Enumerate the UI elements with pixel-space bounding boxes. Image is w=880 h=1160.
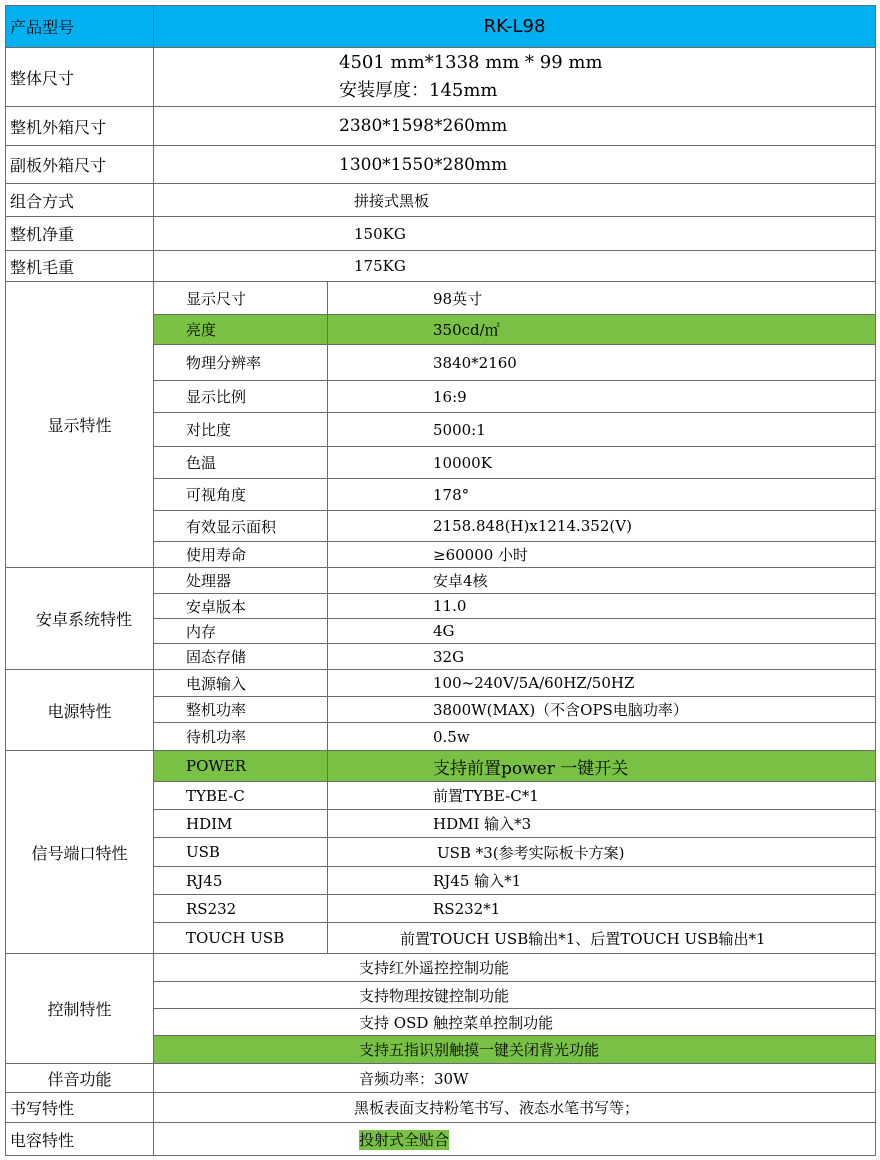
control-row-value: 支持物理按键控制功能 (154, 982, 876, 1009)
display-row-label: 对比度 (154, 413, 328, 447)
display-row-label: 有效显示面积 (154, 511, 328, 542)
display-row-label: 使用寿命 (154, 542, 328, 568)
control-row-value: 支持红外遥控控制功能 (154, 954, 876, 982)
writing-value: 黑板表面支持粉笔书写、液态水笔书写等； (154, 1093, 876, 1123)
display-row-value: 98英寸 (328, 282, 876, 315)
sub-box-label: 副板外箱尺寸 (6, 146, 154, 184)
android-row (6, 568, 876, 594)
net-weight-value: 150KG (154, 217, 876, 251)
gross-weight-label: 整机毛重 (6, 251, 154, 282)
power-group-label: 电源特性 (6, 670, 154, 751)
port-row-label: USB (154, 838, 328, 867)
port-row-value: HDMI 输入*3 (328, 810, 876, 838)
overall-size-label: 整体尺寸 (6, 48, 154, 107)
port-row-value: RS232*1 (328, 895, 876, 923)
audio-value: 音频功率：30W (154, 1064, 876, 1093)
power-row (6, 670, 876, 697)
display-row-label: 显示尺寸 (154, 282, 328, 315)
gross-weight-row (6, 251, 876, 282)
net-weight-label: 整机净重 (6, 217, 154, 251)
port-row-value: 前置TOUCH USB输出*1、后置TOUCH USB输出*1 (328, 923, 876, 954)
port-row-value: 支持前置power 一键开关 (328, 751, 876, 782)
model-name: RK-L98 (154, 6, 876, 48)
audio-label: 伴音功能 (6, 1064, 154, 1093)
sub-box-value: 1300*1550*280mm (154, 146, 876, 184)
android-group-label: 安卓系统特性 (6, 568, 154, 670)
port-row-label: RS232 (154, 895, 328, 923)
main-box-row (6, 107, 876, 146)
display-row-value: 178° (328, 479, 876, 511)
power-row-label: 整机功率 (154, 697, 328, 723)
display-row-value: 350cd/㎡ (328, 315, 876, 345)
android-row-label: 内存 (154, 619, 328, 644)
control-row-value: 支持五指识别触摸一键关闭背光功能 (154, 1036, 876, 1064)
power-row-label: 电源输入 (154, 670, 328, 697)
combo-label: 组合方式 (6, 184, 154, 217)
power-row-value: 0.5w (328, 723, 876, 751)
display-row-label: 亮度 (154, 315, 328, 345)
port-row-value: USB *3(参考实际板卡方案) (328, 838, 876, 867)
display-row-value: 3840*2160 (328, 345, 876, 381)
header-label: 产品型号 (6, 6, 154, 48)
control-group-label: 控制特性 (6, 954, 154, 1064)
display-row-label: 显示比例 (154, 381, 328, 413)
power-row-label: 待机功率 (154, 723, 328, 751)
sub-box-row (6, 146, 876, 184)
android-row-value: 安卓4核 (328, 568, 876, 594)
display-row-value: 16:9 (328, 381, 876, 413)
port-row-label: RJ45 (154, 867, 328, 895)
display-row-label: 可视角度 (154, 479, 328, 511)
port-row-label: HDIM (154, 810, 328, 838)
display-row-value: 2158.848(H)x1214.352(V) (328, 511, 876, 542)
main-box-label: 整机外箱尺寸 (6, 107, 154, 146)
main-box-value: 2380*1598*260mm (154, 107, 876, 146)
overall-size-line1: 4501 mm*1338 mm * 99 mm (339, 52, 603, 73)
android-row-value: 11.0 (328, 594, 876, 619)
display-row (6, 282, 876, 315)
control-row-value: 支持 OSD 触控菜单控制功能 (154, 1009, 876, 1036)
power-row-value: 3800W(MAX)（不含OPS电脑功率） (328, 697, 876, 723)
touch-value: 投射式全贴合 (359, 1130, 450, 1149)
port-row-label: TYBE-C (154, 782, 328, 810)
ports-group-label: 信号端口特性 (6, 751, 154, 954)
android-row-label: 处理器 (154, 568, 328, 594)
android-row-value: 4G (328, 619, 876, 644)
touch-label: 电容特性 (6, 1123, 154, 1156)
spec-table (5, 5, 876, 1156)
power-row-value: 100~240V/5A/60HZ/50HZ (328, 670, 876, 697)
overall-size-line2: 安装厚度：145mm (339, 80, 498, 101)
header-row (6, 6, 876, 48)
android-row-label: 固态存储 (154, 644, 328, 670)
control-row (6, 954, 876, 982)
audio-row (6, 1064, 876, 1093)
port-row-label: TOUCH USB (154, 923, 328, 954)
port-row-value: 前置TYBE-C*1 (328, 782, 876, 810)
overall-size-value (154, 48, 876, 107)
port-row-value: RJ45 输入*1 (328, 867, 876, 895)
writing-row (6, 1093, 876, 1123)
combo-row (6, 184, 876, 217)
display-row-label: 物理分辨率 (154, 345, 328, 381)
overall-size-row (6, 48, 876, 107)
display-group-label: 显示特性 (6, 282, 154, 568)
combo-value: 拼接式黑板 (154, 184, 876, 217)
port-row (6, 751, 876, 782)
display-row-value: ≥60000 小时 (328, 542, 876, 568)
touch-value-cell (154, 1123, 876, 1156)
display-row-value: 10000K (328, 447, 876, 479)
port-row-label: POWER (154, 751, 328, 782)
touch-row (6, 1123, 876, 1156)
android-row-label: 安卓版本 (154, 594, 328, 619)
display-row-label: 色温 (154, 447, 328, 479)
net-weight-row (6, 217, 876, 251)
android-row-value: 32G (328, 644, 876, 670)
writing-label: 书写特性 (6, 1093, 154, 1123)
gross-weight-value: 175KG (154, 251, 876, 282)
display-row-value: 5000:1 (328, 413, 876, 447)
